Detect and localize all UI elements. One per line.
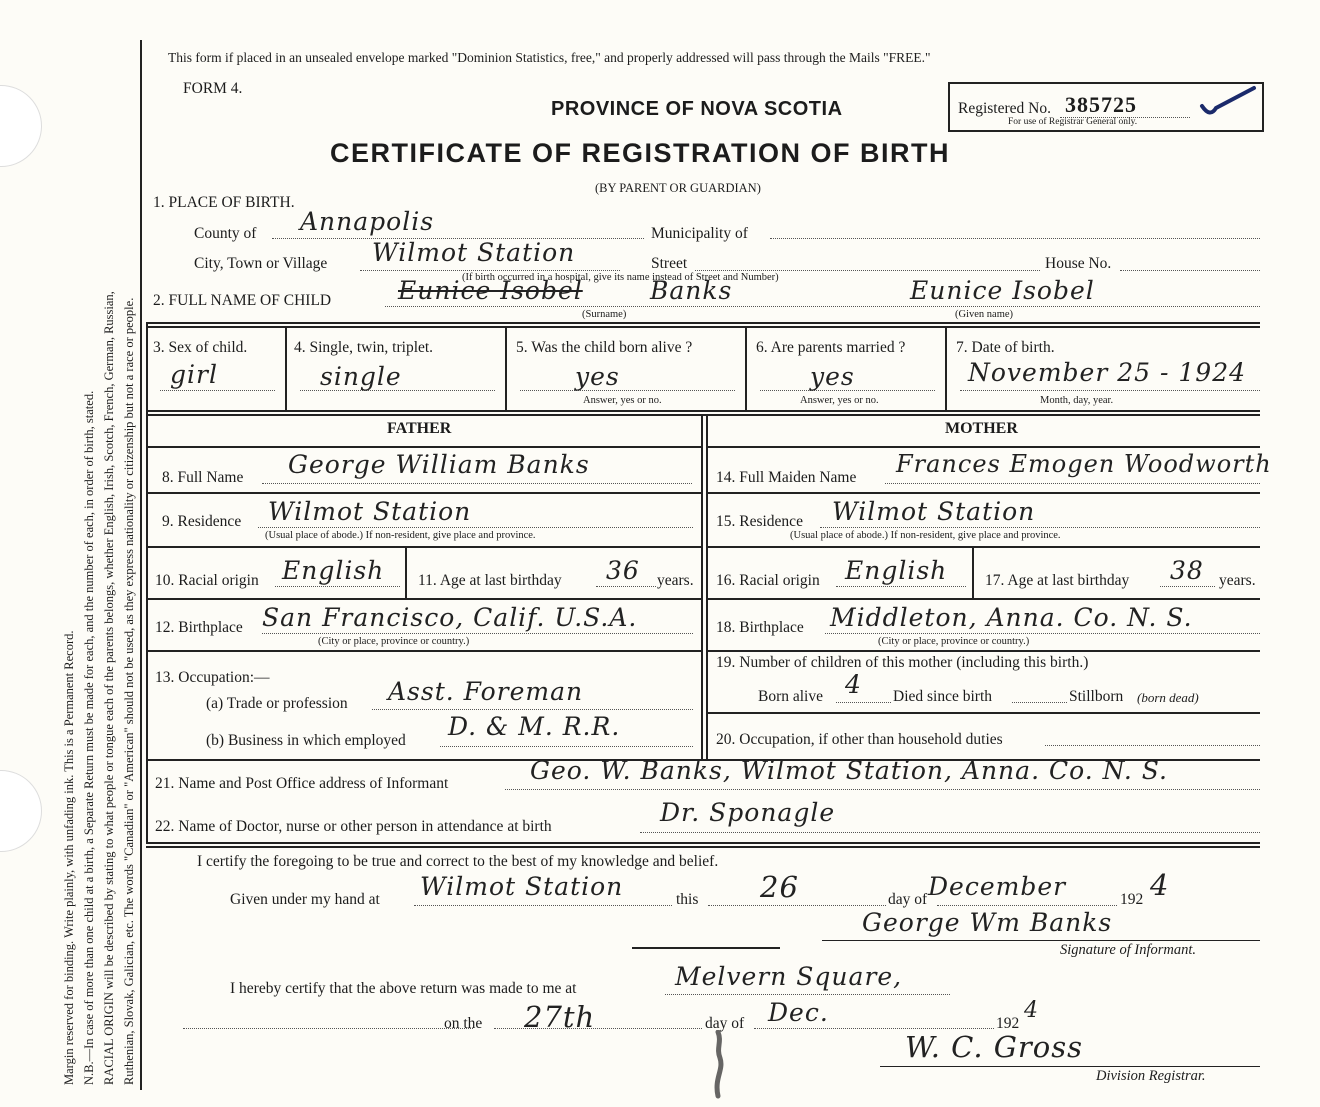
registrar-signature: W. C. Gross: [905, 1030, 1084, 1064]
informant-value: Geo. W. Banks, Wilmot Station, Anna. Co. N. S.: [530, 756, 1168, 785]
father-trade-value: Asst. Foreman: [388, 677, 584, 706]
given-place-value: Wilmot Station: [420, 872, 624, 901]
municipality-label: Municipality of: [651, 225, 748, 242]
born-alive-count-label: Born alive: [758, 688, 823, 705]
mother-racial-value: English: [845, 556, 948, 585]
informant-label: 21. Name and Post Office address of Informant: [155, 775, 449, 792]
plurality-value: single: [320, 362, 402, 391]
registrar-place-value: Melvern Square,: [675, 962, 903, 991]
certification-year-prefix: 192: [1120, 891, 1144, 908]
registrar-on-the-label: on the: [444, 1015, 483, 1032]
father-birthplace-value: San Francisco, Calif. U.S.A.: [262, 603, 638, 632]
child-given-name: Eunice Isobel: [910, 276, 1095, 305]
mother-racial-label: 16. Racial origin: [716, 572, 820, 589]
form-left-rule: [146, 322, 148, 842]
certification-day-value: 26: [760, 870, 799, 904]
certification-day-of-label: day of: [888, 891, 928, 908]
mother-birthplace-caption: (City or place, province or country.): [878, 636, 1030, 647]
mother-children-label: 19. Number of children of this mother (including this birth.): [716, 654, 1089, 671]
doctor-label: 22. Name of Doctor, nurse or other person in attendance at birth: [155, 818, 552, 835]
date-of-birth-label: 7. Date of birth.: [956, 339, 1055, 356]
province-heading: PROVINCE OF NOVA SCOTIA: [551, 98, 843, 120]
registrar-year-prefix: 192: [996, 1015, 1020, 1032]
born-alive-count-value: 4: [845, 670, 862, 699]
mother-name-value: Frances Emogen Woodworth: [896, 450, 1272, 478]
date-of-birth-caption: Month, day, year.: [1040, 395, 1114, 406]
registrar-note: For use of Registrar General only.: [1008, 117, 1138, 127]
born-alive-label: 5. Was the child born alive ?: [516, 339, 693, 356]
surname-caption: (Surname): [582, 309, 627, 320]
child-surname: Banks: [650, 276, 733, 305]
place-of-birth-heading: 1. PLACE OF BIRTH.: [153, 194, 295, 211]
margin-notes: [0, 0, 140, 1107]
mother-age-value: 38: [1170, 556, 1204, 585]
date-of-birth-value: November 25 - 1924: [968, 358, 1247, 387]
mother-age-label: 17. Age at last birthday: [985, 572, 1130, 589]
certificate-title: CERTIFICATE OF REGISTRATION OF BIRTH: [330, 138, 950, 168]
registered-number: 385725: [1065, 92, 1137, 117]
died-since-birth-label: Died since birth: [893, 688, 993, 705]
child-name-label: 2. FULL NAME OF CHILD: [153, 292, 332, 309]
margin-note-line-4: Ruthenian, Slovak, Galician, etc. The words "Canadian" or "American" should not be used, as they express nationality or citizenship but not a race or people.: [122, 297, 136, 1085]
county-label: County of: [194, 225, 257, 242]
registered-label: Registered No.: [958, 100, 1051, 117]
child-struck-name: Eunice Isobel: [398, 276, 583, 305]
father-name-value: George William Banks: [288, 450, 590, 479]
father-business-value: D. & M. R.R.: [448, 712, 621, 741]
margin-note-line-1: Margin reserved for binding. Write plainly, with unfading ink. This is a Permanent Record.: [62, 630, 76, 1085]
given-name-caption: (Given name): [955, 309, 1014, 320]
parents-married-label: 6. Are parents married ?: [756, 339, 906, 356]
born-alive-value: yes: [575, 362, 620, 391]
county-value: Annapolis: [300, 207, 435, 236]
father-birthplace-label: 12. Birthplace: [155, 619, 243, 636]
mother-heading: MOTHER: [945, 420, 1018, 437]
registrar-statement: I hereby certify that the above return was made to me at: [230, 980, 577, 997]
this-label: this: [676, 891, 699, 908]
mother-birthplace-value: Middleton, Anna. Co. N. S.: [830, 603, 1193, 632]
stillborn-note: (born dead): [1137, 690, 1199, 705]
given-under-hand-label: Given under my hand at: [230, 891, 380, 908]
father-age-value: 36: [606, 556, 640, 585]
father-racial-value: English: [282, 556, 385, 585]
mother-birthplace-label: 18. Birthplace: [716, 619, 804, 636]
registrar-day-of-label: day of: [705, 1015, 745, 1032]
mail-note: This form if placed in an unsealed envelope marked "Dominion Statistics, free," and properly addressed will pass through the Mails "FREE.": [168, 50, 931, 65]
divider: [632, 947, 780, 949]
father-residence-value: Wilmot Station: [268, 497, 472, 526]
parents-married-value: yes: [810, 362, 855, 391]
parents-married-caption: Answer, yes or no.: [800, 395, 879, 406]
stillborn-label: Stillborn: [1069, 688, 1124, 705]
margin-note-line-3: RACIAL ORIGIN will be described by stating to what people or tongue each of the parents belongs, whether English, Irish, Scotch, French, German, Russian,: [102, 291, 116, 1085]
registrar-day-value: 27th: [524, 1000, 596, 1034]
city-value: Wilmot Station: [372, 238, 576, 267]
mother-residence-label: 15. Residence: [716, 513, 803, 530]
father-racial-label: 10. Racial origin: [155, 572, 259, 589]
born-alive-caption: Answer, yes or no.: [583, 395, 662, 406]
mother-residence-caption: (Usual place of abode.) If non-resident, give place and province.: [790, 530, 1061, 541]
hospital-note: (If birth occurred in a hospital, give its name instead of Street and Number): [462, 272, 779, 283]
certification-month-value: December: [928, 872, 1067, 901]
informant-signature: George Wm Banks: [862, 908, 1113, 937]
father-trade-label: (a) Trade or profession: [206, 695, 348, 712]
certification-statement: I certify the foregoing to be true and correct to the best of my knowledge and belief.: [197, 853, 719, 870]
doctor-value: Dr. Sponagle: [660, 798, 836, 827]
father-age-label: 11. Age at last birthday: [418, 572, 562, 589]
plurality-label: 4. Single, twin, triplet.: [294, 339, 434, 356]
margin-rule: [140, 40, 142, 1090]
mother-occupation-label: 20. Occupation, if other than household duties: [716, 731, 1003, 748]
father-years-label: years.: [657, 572, 694, 589]
house-number-label: House No.: [1045, 255, 1112, 272]
mother-name-label: 14. Full Maiden Name: [716, 469, 857, 486]
registrar-month-value: Dec.: [768, 998, 829, 1027]
registrar-signature-caption: Division Registrar.: [1096, 1068, 1206, 1084]
father-occupation-label: 13. Occupation:—: [155, 669, 270, 686]
certification-year-value: 4: [1150, 868, 1170, 902]
father-residence-caption: (Usual place of abode.) If non-resident, give place and province.: [265, 530, 536, 541]
sex-value: girl: [170, 360, 218, 389]
registrar-year-value: 4: [1024, 998, 1039, 1023]
informant-signature-caption: Signature of Informant.: [1060, 942, 1197, 958]
form-label: FORM 4.: [183, 80, 243, 97]
father-residence-label: 9. Residence: [162, 513, 242, 530]
father-name-label: 8. Full Name: [162, 469, 244, 486]
mother-residence-value: Wilmot Station: [832, 497, 1036, 526]
certificate-subtitle: (BY PARENT OR GUARDIAN): [595, 181, 761, 195]
check-mark-icon: [1198, 84, 1258, 116]
street-label: Street: [651, 255, 688, 272]
margin-note-line-2: N.B.—In case of more than one child at a birth, a Separate Return must be made for each, and the number of each, in order of birth, stated.: [82, 390, 96, 1085]
sex-label: 3. Sex of child.: [153, 339, 248, 356]
father-business-label: (b) Business in which employed: [206, 732, 406, 749]
ink-blot: [706, 1030, 730, 1100]
father-birthplace-caption: (City or place, province or country.): [318, 636, 470, 647]
city-label: City, Town or Village: [194, 255, 328, 272]
mother-years-label: years.: [1219, 572, 1256, 589]
father-heading: FATHER: [387, 420, 452, 437]
